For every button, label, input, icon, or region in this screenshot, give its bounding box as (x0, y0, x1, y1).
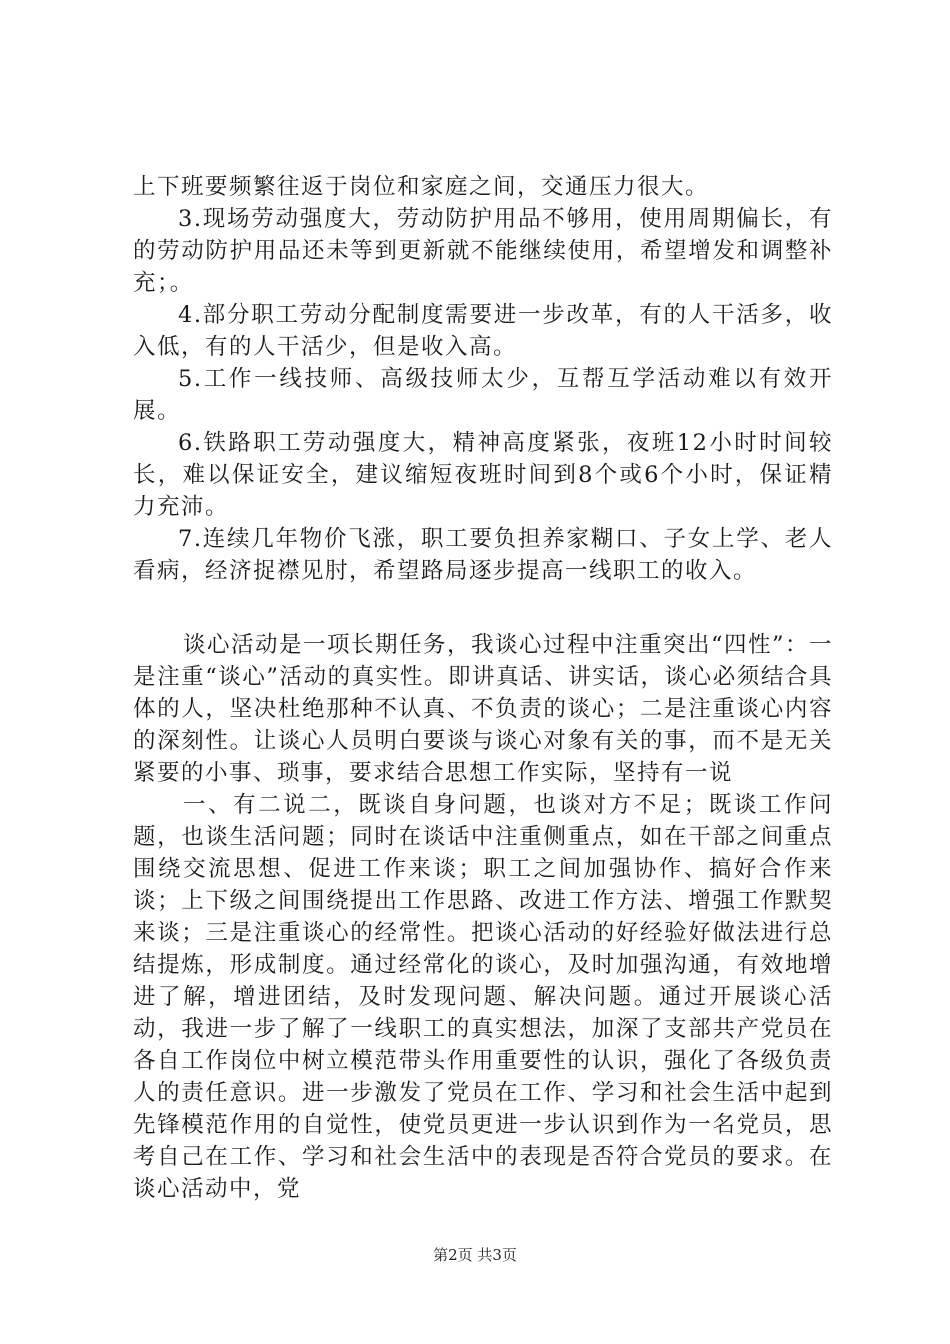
paragraph-item-6: 6.铁路职工劳动强度大，精神高度紧张，夜班12小时时间较长，难以保证安全，建议缩短夜班时间到8个或6个小时，保证精力充沛。 (133, 430, 833, 520)
paragraph-commute: 上下班要频繁往返于岗位和家庭之间，交通压力很大。 (133, 174, 710, 200)
section-heart-to-heart (133, 629, 833, 1205)
paragraph-item-5: 5.工作一线技师、高级技师太少，互帮互学活动难以有效开展。 (133, 366, 833, 424)
page-number-footer: 第2页 共3页 (433, 1246, 517, 1264)
paragraph-continued: 一、有二说二，既谈自身问题，也谈对方不足；既谈工作问题，也谈生活问题；同时在谈话中注重侧重点，如在干部之间重点围绕交流思想、促进工作来谈；职工之间加强协作、搞好合作来谈；上下级之间围绕提出工作思路、改进工作方法、增强工作默契来谈；三是注重谈心的经常性。把谈心活动的好经验好做法进行总结提炼，形成制度。通过经常化的谈心，及时加强沟通，有效地增进了解，增进团结，及时发现问题、解决问题。通过开展谈心活动，我进一步了解了一线职工的真实想法，加深了支部共产党员在各自工作岗位中树立模范带头作用重要性的认识，强化了各级负责人的责任意识。进一步激发了党员在工作、学习和社会生活中起到先锋模范作用的自觉性，使党员更进一步认识到作为一名党员，思考自己在工作、学习和社会生活中的表现是否符合党员的要求。在谈心活动中，党 (133, 792, 833, 1202)
paragraph-item-7: 7.连续几年物价飞涨，职工要负担养家糊口、子女上学、老人看病，经济捉襟见肘，希望路局逐步提高一线职工的收入。 (133, 526, 833, 584)
paragraph-item-4: 4.部分职工劳动分配制度需要进一步改革，有的人干活多，收入低，有的人干活少，但是收入高。 (133, 302, 833, 360)
section-employee-issues (133, 171, 833, 587)
paragraph-four-aspects: 谈心活动是一项长期任务，我谈心过程中注重突出“四性”：一是注重“谈心”活动的真实性。即讲真话、讲实话，谈心必须结合具体的人，坚决杜绝那种不认真、不负责的谈心；二是注重谈心内容的深刻性。让谈心人员明白要谈与谈心对象有关的事，而不是无关紧要的小事、琐事，要求结合思想工作实际，坚持有一说 (133, 632, 834, 786)
paragraph-item-3: 3.现场劳动强度大，劳动防护用品不够用，使用周期偏长，有的劳动防护用品还未等到更新就不能继续使用，希望增发和调整补充；。 (133, 206, 833, 296)
